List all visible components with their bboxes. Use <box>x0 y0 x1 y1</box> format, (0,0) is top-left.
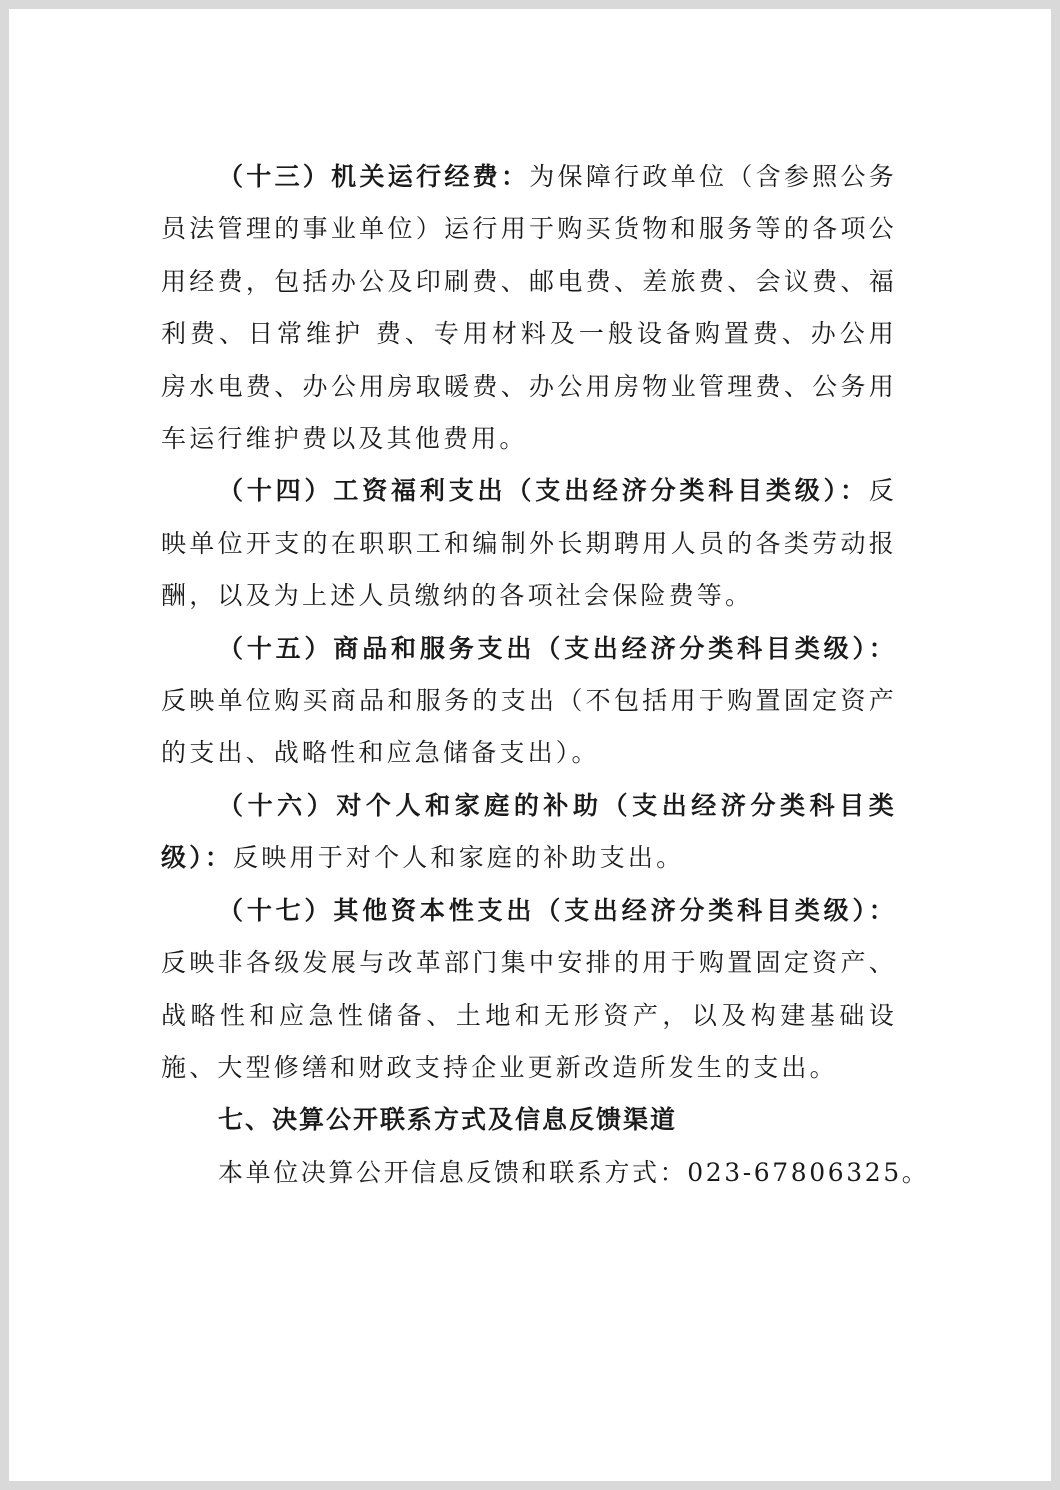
paragraph-13-body: 为保障行政单位（含参照公务员法管理的事业单位）运行用于购买货物和服务等的各项公用经费，包括办公及印刷费、邮电费、差旅费、会议费、福利费、日常维护 费、专用材料及一般设备购置费、办公用房水电费、办公用房取暖费、办公用房物业管理费、公务用车运行维护费以及其他费用。 <box>161 162 897 454</box>
contact-info: 本单位决算公开信息反馈和联系方式：023-67806325。 <box>218 1157 930 1187</box>
paragraph-14-body: 反映单位开支的在职职工和编制外长期聘用人员的各类劳动报酬，以及为上述人员缴纳的各项社会保险费等。 <box>161 476 897 611</box>
paragraph-14 <box>161 465 897 622</box>
paragraph-17 <box>161 885 897 1095</box>
paragraph-16-lead: （十六）对个人和家庭的补助（支出经济分类科目类级）： <box>161 790 897 873</box>
paragraph-16 <box>161 780 897 885</box>
paragraph-16-body: 反映用于对个人和家庭的补助支出。 <box>233 843 685 873</box>
paragraph-14-lead: （十四）工资福利支出（支出经济分类科目类级）： <box>218 476 869 506</box>
paragraph-15-body: 反映单位购买商品和服务的支出（不包括用于购置固定资产的支出、战略性和应急储备支出）。 <box>161 686 897 768</box>
paragraph-15 <box>161 623 897 780</box>
paragraph-13 <box>161 151 897 465</box>
paragraph-13-lead: （十三）机关运行经费： <box>218 162 530 191</box>
section-heading: 七、决算公开联系方式及信息反馈渠道 <box>218 1105 678 1135</box>
paragraph-15-lead: （十五）商品和服务支出（支出经济分类科目类级）： <box>218 633 897 663</box>
document-body <box>161 151 930 1199</box>
paragraph-17-lead: （十七）其他资本性支出（支出经济分类科目类级）： <box>218 895 897 925</box>
document-page <box>9 9 1051 1481</box>
paragraph-17-body: 反映非各级发展与改革部门集中安排的用于购置固定资产、战略性和应急性储备、土地和无形资产，以及构建基础设施、大型修缮和财政支持企业更新改造所发生的支出。 <box>161 948 897 1082</box>
